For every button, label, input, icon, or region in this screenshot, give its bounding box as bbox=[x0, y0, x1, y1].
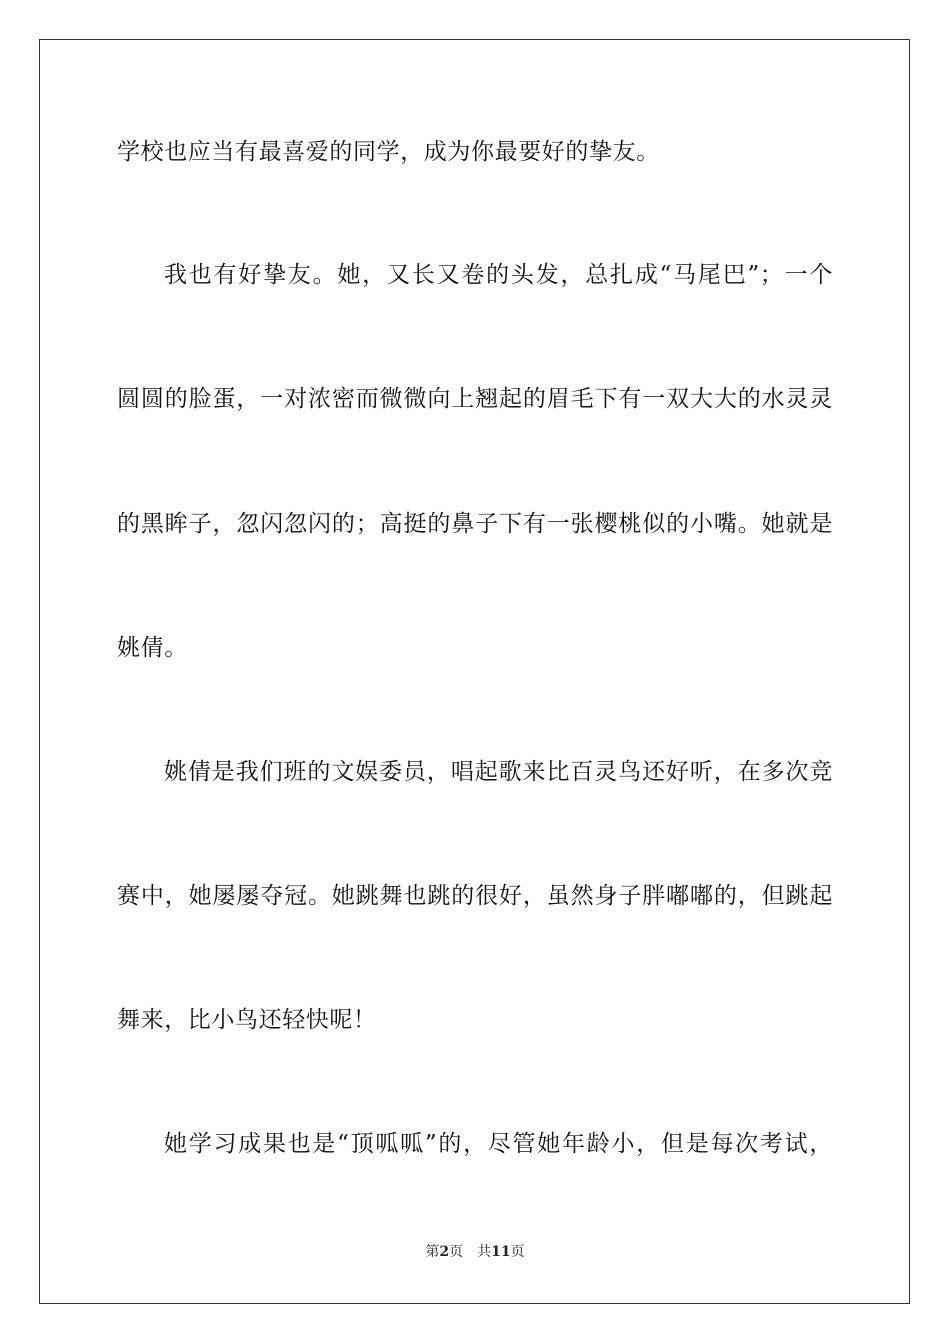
text-line-1: 学校也应当有最喜爱的同学，成为你最要好的挚友。 bbox=[117, 139, 660, 165]
page-border bbox=[39, 39, 910, 1304]
footer-page-suffix: 页 bbox=[449, 1244, 464, 1260]
footer-page-prefix: 第 bbox=[425, 1244, 440, 1260]
text-line-3: 圆圆的脸蛋，一对浓密而微微向上翘起的眉毛下有一双大大的水灵灵 bbox=[117, 386, 833, 412]
text-line-8: 舞来，比小鸟还轻快呢！ bbox=[117, 1007, 377, 1033]
footer-total-prefix: 共 bbox=[477, 1244, 492, 1260]
footer-page-number: 2 bbox=[439, 1244, 450, 1260]
text-line-5: 姚倩。 bbox=[117, 635, 188, 661]
text-line-4: 的黑眸子，忽闪忽闪的；高挺的鼻子下有一张樱桃似的小嘴。她就是 bbox=[117, 511, 833, 537]
footer-total-pages: 11 bbox=[491, 1244, 511, 1260]
text-line-6: 姚倩是我们班的文娱委员，唱起歌来比百灵鸟还好听，在多次竞 bbox=[164, 759, 833, 785]
page-footer bbox=[0, 1243, 950, 1261]
text-line-2: 我也有好挚友。她，又长又卷的头发，总扎成“马尾巴”；一个 bbox=[164, 262, 833, 288]
text-line-7: 赛中，她屡屡夺冠。她跳舞也跳的很好，虽然身子胖嘟嘟的，但跳起 bbox=[117, 883, 833, 909]
footer-total-suffix: 页 bbox=[510, 1244, 525, 1260]
text-line-9: 她学习成果也是“顶呱呱”的，尽管她年龄小，但是每次考试， bbox=[164, 1131, 833, 1157]
